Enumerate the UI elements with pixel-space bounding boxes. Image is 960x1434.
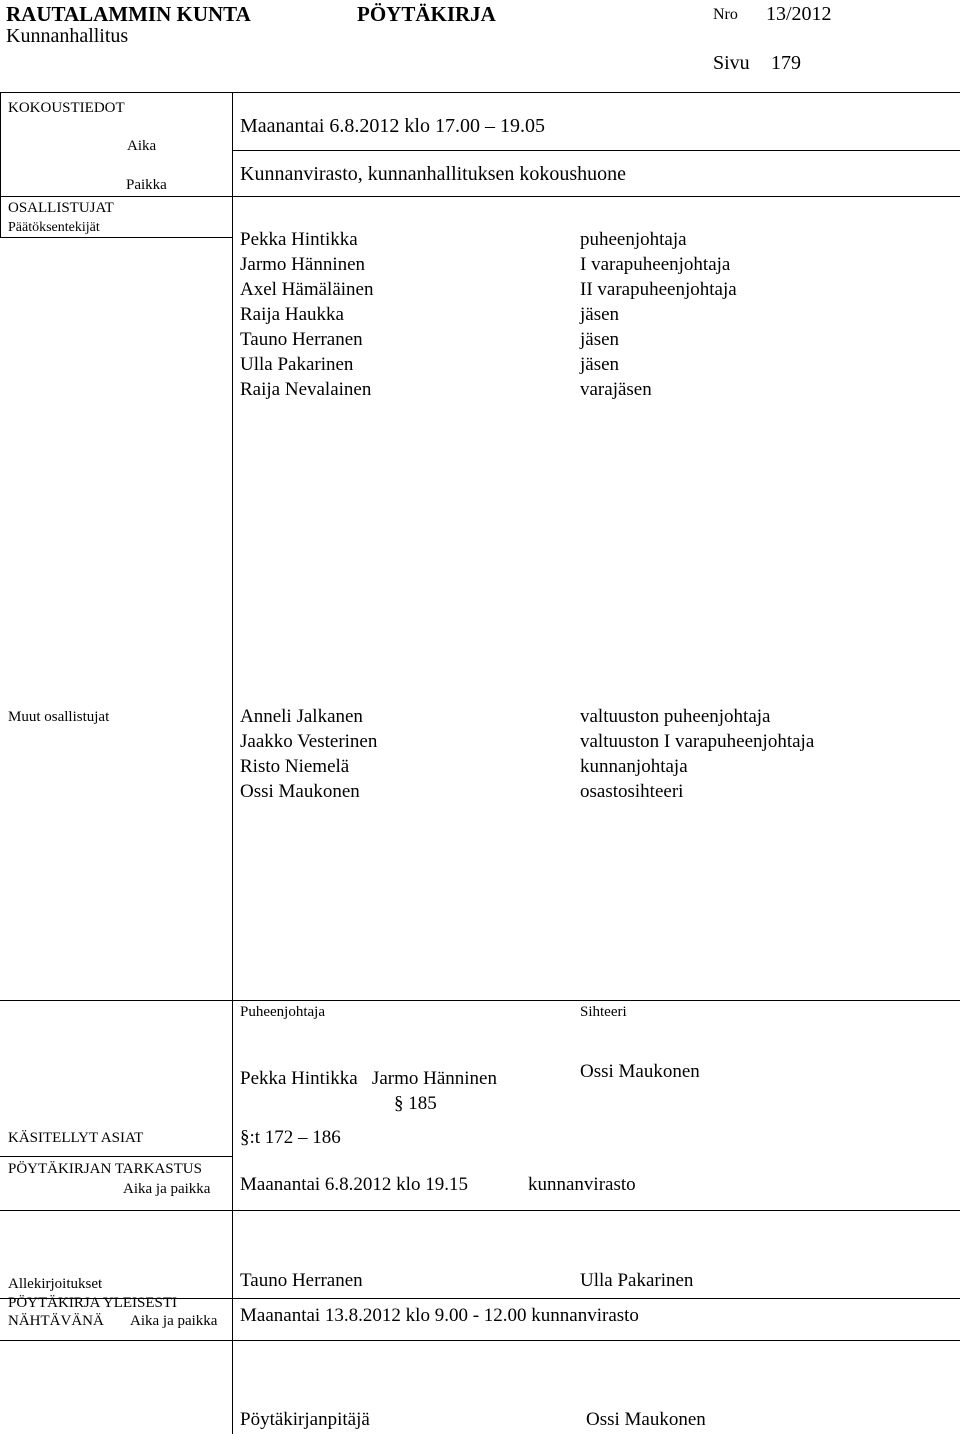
signatures-label: Allekirjoitukset: [8, 1276, 103, 1292]
body-name: Kunnanhallitus: [6, 25, 129, 47]
participants-box-bottom: [0, 237, 232, 238]
number-value: 13/2012: [766, 3, 832, 25]
member-role: varajäsen: [580, 379, 652, 400]
public-rule: [0, 1340, 960, 1341]
other-names: [240, 704, 377, 804]
reviewer-name-1: Tauno Herranen: [240, 1270, 363, 1291]
keeper-name: Ossi Maukonen: [586, 1409, 706, 1430]
review-rule: [0, 1210, 960, 1211]
chair-label: Puheenjohtaja: [240, 1004, 325, 1020]
keeper-label: Pöytäkirjanpitäjä: [240, 1409, 370, 1430]
member-role: II varapuheenjohtaja: [580, 279, 737, 300]
participants-section-label: OSALLISTUJAT: [8, 200, 114, 216]
other-role: kunnanjohtaja: [580, 756, 688, 777]
other-participants-label: Muut osallistujat: [8, 709, 110, 725]
member-names: [240, 227, 373, 402]
review-label: PÖYTÄKIRJAN TARKASTUS: [8, 1161, 202, 1177]
place-label: Paikka: [126, 177, 167, 193]
left-box-edge: [0, 92, 1, 238]
column-divider: [232, 92, 233, 1434]
member-name: Tauno Herranen: [240, 329, 363, 350]
header-rule: [0, 92, 960, 93]
member-role: puheenjohtaja: [580, 229, 687, 250]
member-name: Ulla Pakarinen: [240, 354, 354, 375]
public-sub-label: Aika ja paikka: [130, 1313, 218, 1329]
review-place: kunnanvirasto: [528, 1174, 636, 1195]
member-name: Raija Nevalainen: [240, 379, 372, 400]
time-label: Aika: [127, 138, 157, 154]
public-label-2: NÄHTÄVÄNÄ: [8, 1313, 104, 1329]
member-role: jäsen: [580, 304, 620, 325]
handled-rule: [0, 1156, 232, 1157]
member-role: jäsen: [580, 354, 620, 375]
other-role: valtuuston I varapuheenjohtaja: [580, 731, 815, 752]
page-value: 179: [771, 52, 801, 74]
member-name: Jarmo Hänninen: [240, 254, 366, 275]
other-role: valtuuston puheenjohtaja: [580, 706, 771, 727]
secretary-signature: Ossi Maukonen: [580, 1061, 700, 1082]
chair-signatures: Pekka Hintikka Jarmo Hänninen: [240, 1068, 497, 1089]
meeting-time: Maanantai 6.8.2012 klo 17.00 – 19.05: [240, 115, 545, 137]
place-divider: [232, 196, 960, 197]
member-name: Pekka Hintikka: [240, 229, 358, 250]
public-label-1: PÖYTÄKIRJA YLEISESTI: [8, 1295, 178, 1311]
member-roles: [580, 227, 737, 402]
chair-section: § 185: [394, 1093, 437, 1114]
public-value: Maanantai 13.8.2012 klo 9.00 - 12.00 kunnanvirasto: [240, 1305, 639, 1326]
other-name: Jaakko Vesterinen: [240, 731, 378, 752]
other-role: osastosihteeri: [580, 781, 684, 802]
other-roles: [580, 704, 814, 804]
review-date: Maanantai 6.8.2012 klo 19.15: [240, 1174, 468, 1195]
meeting-place: Kunnanvirasto, kunnanhallituksen kokoushuone: [240, 163, 627, 185]
number-label: Nro: [713, 6, 738, 23]
other-name: Risto Niemelä: [240, 756, 350, 777]
member-name: Raija Haukka: [240, 304, 344, 325]
signature-rule: [0, 1000, 960, 1001]
time-divider: [232, 150, 960, 151]
reviewer-name-2: Ulla Pakarinen: [580, 1270, 694, 1291]
review-sub-label: Aika ja paikka: [123, 1181, 211, 1197]
other-name: Anneli Jalkanen: [240, 706, 363, 727]
other-name: Ossi Maukonen: [240, 781, 360, 802]
org-name: RAUTALAMMIN KUNTA: [6, 2, 251, 26]
decision-makers-label: Päätöksentekijät: [8, 220, 100, 235]
handled-label: KÄSITELLYT ASIAT: [8, 1130, 144, 1146]
handled-value: §:t 172 – 186: [240, 1127, 341, 1148]
secretary-label: Sihteeri: [580, 1004, 627, 1020]
member-name: Axel Hämäläinen: [240, 279, 374, 300]
meeting-section-label: KOKOUSTIEDOT: [8, 100, 125, 116]
member-role: jäsen: [580, 329, 620, 350]
member-role: I varapuheenjohtaja: [580, 254, 731, 275]
meeting-box-bottom: [0, 196, 232, 197]
document-type: PÖYTÄKIRJA: [357, 2, 496, 26]
page-label: Sivu: [713, 52, 750, 74]
